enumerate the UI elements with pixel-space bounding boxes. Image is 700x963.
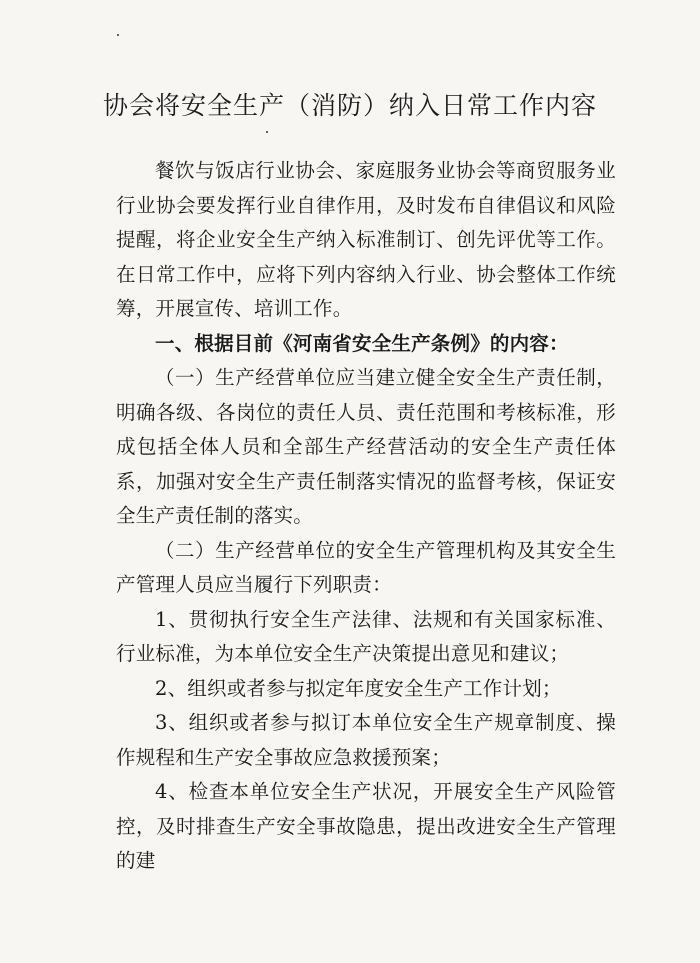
document-body xyxy=(116,154,616,879)
intro-paragraph: 餐饮与饭店行业协会、家庭服务业协会等商贸服务业行业协会要发挥行业自律作用，及时发布自律倡议和风险提醒，将企业安全生产纳入标准制订、创先评优等工作。在日常工作中，应将下列内容纳入行业、协会整体工作统筹，开展宣传、培训工作。 xyxy=(116,159,616,320)
scan-speck xyxy=(117,34,119,36)
list-item: 2、组织或者参与拟定年度安全生产工作计划； xyxy=(155,676,562,700)
document-title: 协会将安全生产（消防）纳入日常工作内容 xyxy=(102,91,597,120)
section-heading: 一、根据目前《河南省安全生产条例》的内容： xyxy=(155,331,569,355)
list-item: 1、贯彻执行安全生产法律、法规和有关国家标准、行业标准，为本单位安全生产决策提出意见和建议； xyxy=(116,607,616,665)
list-item: 4、检查本单位安全生产状况，开展安全生产风险管控，及时排查生产安全事故隐患，提出改进安全生产管理的建 xyxy=(116,780,616,872)
list-item: 3、组织或者参与拟订本单位安全生产规章制度、操作规程和生产安全事故应急救援预案； xyxy=(116,711,616,769)
clause-paragraph: （二）生产经营单位的安全生产管理机构及其安全生产管理人员应当履行下列职责： xyxy=(116,538,616,596)
scan-speck xyxy=(266,131,268,133)
clause-paragraph: （一）生产经营单位应当建立健全安全生产责任制，明确各级、各岗位的责任人员、责任范围和考核标准，形成包括全体人员和全部生产经营活动的安全生产责任体系，加强对安全生产责任制落实情况的监督考核，保证安全生产责任制的落实。 xyxy=(116,366,616,527)
